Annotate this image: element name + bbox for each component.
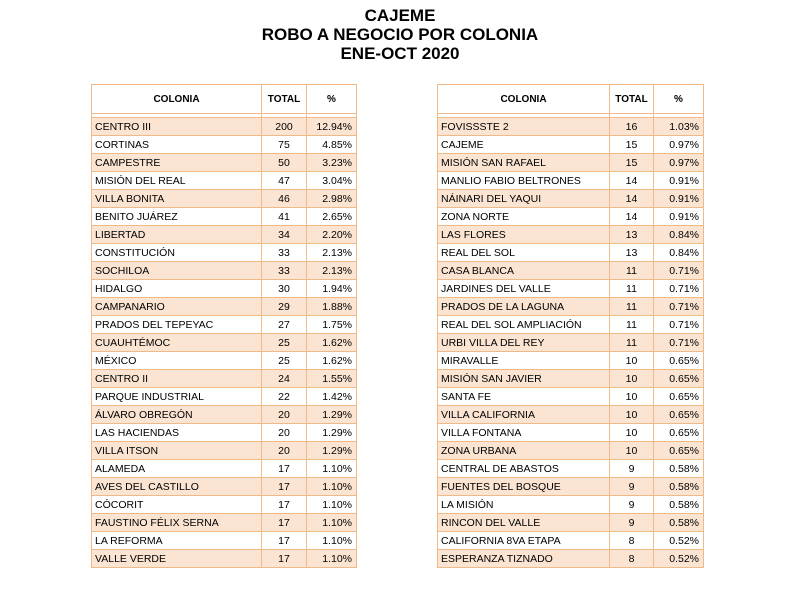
cell-pct: 2.20%	[307, 226, 357, 244]
cell-colonia: RINCON DEL VALLE	[438, 514, 610, 532]
cell-pct: 0.97%	[654, 154, 704, 172]
cell-colonia: ZONA URBANA	[438, 442, 610, 460]
table-row	[92, 550, 357, 568]
cell-pct: 1.55%	[307, 370, 357, 388]
cell-colonia: PRADOS DE LA LAGUNA	[438, 298, 610, 316]
table-row	[438, 406, 704, 424]
cell-pct: 0.84%	[654, 244, 704, 262]
cell-colonia: LA MISIÓN	[438, 496, 610, 514]
cell-pct: 0.91%	[654, 208, 704, 226]
cell-colonia: LAS HACIENDAS	[92, 424, 262, 442]
document-title	[0, 6, 800, 63]
cell-total: 14	[610, 208, 654, 226]
cell-colonia: CORTINAS	[92, 136, 262, 154]
table-row	[92, 478, 357, 496]
cell-total: 8	[610, 550, 654, 568]
table-row	[92, 514, 357, 532]
header-colonia: COLONIA	[438, 85, 610, 114]
cell-pct: 0.58%	[654, 514, 704, 532]
cell-pct: 0.58%	[654, 478, 704, 496]
table-row	[92, 496, 357, 514]
cell-colonia: REAL DEL SOL	[438, 244, 610, 262]
cell-pct: 3.23%	[307, 154, 357, 172]
cell-total: 11	[610, 298, 654, 316]
cell-pct: 0.65%	[654, 406, 704, 424]
cell-total: 25	[262, 352, 307, 370]
table-row	[92, 532, 357, 550]
cell-pct: 0.71%	[654, 334, 704, 352]
table-row	[438, 226, 704, 244]
left-table-body	[92, 114, 357, 568]
cell-total: 10	[610, 442, 654, 460]
cell-colonia: CENTRO II	[92, 370, 262, 388]
cell-total: 24	[262, 370, 307, 388]
cell-pct: 2.13%	[307, 262, 357, 280]
cell-total: 14	[610, 190, 654, 208]
table-row	[438, 262, 704, 280]
cell-colonia: MISIÓN SAN JAVIER	[438, 370, 610, 388]
cell-colonia: CASA BLANCA	[438, 262, 610, 280]
cell-colonia: FAUSTINO FÉLIX SERNA	[92, 514, 262, 532]
cell-colonia: CONSTITUCIÓN	[92, 244, 262, 262]
cell-total: 9	[610, 496, 654, 514]
cell-total: 27	[262, 316, 307, 334]
cell-colonia: HIDALGO	[92, 280, 262, 298]
cell-total: 10	[610, 406, 654, 424]
cell-colonia: NÁINARI DEL YAQUI	[438, 190, 610, 208]
header-colonia: COLONIA	[92, 85, 262, 114]
table-row	[438, 154, 704, 172]
header-pct: %	[654, 85, 704, 114]
table-row	[438, 550, 704, 568]
cell-colonia: VALLE VERDE	[92, 550, 262, 568]
table-row	[438, 532, 704, 550]
table-row	[92, 442, 357, 460]
table-row	[92, 388, 357, 406]
table-row	[438, 118, 704, 136]
cell-pct: 0.58%	[654, 460, 704, 478]
cell-pct: 0.71%	[654, 316, 704, 334]
cell-total: 33	[262, 244, 307, 262]
table-row	[92, 118, 357, 136]
cell-total: 41	[262, 208, 307, 226]
cell-pct: 1.29%	[307, 424, 357, 442]
cell-colonia: REAL DEL SOL AMPLIACIÓN	[438, 316, 610, 334]
cell-pct: 1.42%	[307, 388, 357, 406]
cell-pct: 1.10%	[307, 460, 357, 478]
cell-colonia: MISIÓN DEL REAL	[92, 172, 262, 190]
cell-colonia: SOCHILOA	[92, 262, 262, 280]
cell-pct: 0.71%	[654, 262, 704, 280]
cell-colonia: MÉXICO	[92, 352, 262, 370]
cell-colonia: MISIÓN SAN RAFAEL	[438, 154, 610, 172]
cell-pct: 4.85%	[307, 136, 357, 154]
cell-colonia: ESPERANZA TIZNADO	[438, 550, 610, 568]
cell-colonia: PARQUE INDUSTRIAL	[92, 388, 262, 406]
cell-pct: 1.03%	[654, 118, 704, 136]
cell-pct: 1.62%	[307, 352, 357, 370]
cell-pct: 0.91%	[654, 172, 704, 190]
cell-total: 17	[262, 478, 307, 496]
cell-colonia: CAMPESTRE	[92, 154, 262, 172]
title-line-2: ROBO A NEGOCIO POR COLONIA	[261, 25, 539, 44]
table-row	[92, 406, 357, 424]
cell-colonia: MIRAVALLE	[438, 352, 610, 370]
cell-total: 30	[262, 280, 307, 298]
cell-total: 20	[262, 442, 307, 460]
table-row	[92, 136, 357, 154]
cell-total: 22	[262, 388, 307, 406]
cell-pct: 1.94%	[307, 280, 357, 298]
cell-colonia: CALIFORNIA 8VA ETAPA	[438, 532, 610, 550]
cell-pct: 12.94%	[307, 118, 357, 136]
table-row	[438, 136, 704, 154]
table-row	[92, 460, 357, 478]
table-row	[92, 172, 357, 190]
header-pct: %	[307, 85, 357, 114]
cell-pct: 1.88%	[307, 298, 357, 316]
table-row	[92, 226, 357, 244]
cell-colonia: CENTRO III	[92, 118, 262, 136]
cell-colonia: CÓCORIT	[92, 496, 262, 514]
cell-total: 10	[610, 388, 654, 406]
cell-colonia: ALAMEDA	[92, 460, 262, 478]
cell-total: 11	[610, 334, 654, 352]
cell-pct: 1.10%	[307, 478, 357, 496]
table-row	[438, 190, 704, 208]
table-row	[438, 352, 704, 370]
cell-total: 50	[262, 154, 307, 172]
table-row	[92, 298, 357, 316]
cell-pct: 0.71%	[654, 280, 704, 298]
cell-colonia: VILLA CALIFORNIA	[438, 406, 610, 424]
cell-colonia: VILLA ITSON	[92, 442, 262, 460]
table-row	[438, 514, 704, 532]
cell-colonia: CENTRAL DE ABASTOS	[438, 460, 610, 478]
cell-pct: 0.65%	[654, 352, 704, 370]
cell-colonia: VILLA BONITA	[92, 190, 262, 208]
cell-total: 8	[610, 532, 654, 550]
cell-pct: 1.10%	[307, 550, 357, 568]
cell-colonia: URBI VILLA DEL REY	[438, 334, 610, 352]
right-table	[437, 84, 704, 568]
cell-colonia: LA REFORMA	[92, 532, 262, 550]
cell-colonia: SANTA FE	[438, 388, 610, 406]
table-row	[92, 370, 357, 388]
header-total: TOTAL	[610, 85, 654, 114]
cell-total: 34	[262, 226, 307, 244]
cell-pct: 1.75%	[307, 316, 357, 334]
title-line-1: CAJEME	[364, 6, 436, 25]
table-row	[438, 244, 704, 262]
table-row	[92, 190, 357, 208]
cell-colonia: CUAUHTÉMOC	[92, 334, 262, 352]
cell-total: 15	[610, 136, 654, 154]
table-row	[92, 424, 357, 442]
cell-total: 10	[610, 352, 654, 370]
cell-pct: 0.52%	[654, 550, 704, 568]
cell-total: 46	[262, 190, 307, 208]
cell-total: 17	[262, 532, 307, 550]
cell-total: 17	[262, 460, 307, 478]
table-row	[438, 424, 704, 442]
table-row	[438, 208, 704, 226]
cell-pct: 0.84%	[654, 226, 704, 244]
cell-pct: 2.13%	[307, 244, 357, 262]
title-line-3: ENE-OCT 2020	[340, 44, 460, 63]
cell-total: 11	[610, 280, 654, 298]
cell-pct: 1.62%	[307, 334, 357, 352]
cell-pct: 2.98%	[307, 190, 357, 208]
cell-pct: 2.65%	[307, 208, 357, 226]
table-row	[438, 442, 704, 460]
cell-colonia: AVES DEL CASTILLO	[92, 478, 262, 496]
cell-colonia: FOVISSSTE 2	[438, 118, 610, 136]
table-row	[92, 244, 357, 262]
cell-pct: 1.10%	[307, 514, 357, 532]
table-row	[92, 208, 357, 226]
cell-pct: 0.71%	[654, 298, 704, 316]
table-row	[92, 280, 357, 298]
cell-total: 75	[262, 136, 307, 154]
cell-pct: 1.10%	[307, 532, 357, 550]
table-row	[92, 316, 357, 334]
cell-total: 9	[610, 460, 654, 478]
cell-total: 11	[610, 262, 654, 280]
cell-colonia: JARDINES DEL VALLE	[438, 280, 610, 298]
cell-colonia: CAJEME	[438, 136, 610, 154]
table-row	[92, 154, 357, 172]
right-table-body	[438, 114, 704, 568]
table-row	[438, 370, 704, 388]
cell-colonia: CAMPANARIO	[92, 298, 262, 316]
table-row	[92, 352, 357, 370]
cell-pct: 1.29%	[307, 442, 357, 460]
cell-colonia: VILLA FONTANA	[438, 424, 610, 442]
cell-pct: 0.58%	[654, 496, 704, 514]
cell-pct: 0.65%	[654, 424, 704, 442]
cell-pct: 0.65%	[654, 388, 704, 406]
cell-total: 9	[610, 514, 654, 532]
cell-pct: 1.10%	[307, 496, 357, 514]
table-row	[438, 460, 704, 478]
cell-total: 33	[262, 262, 307, 280]
cell-total: 20	[262, 406, 307, 424]
header-total: TOTAL	[262, 85, 307, 114]
cell-colonia: ÁLVARO OBREGÓN	[92, 406, 262, 424]
table-row	[438, 496, 704, 514]
cell-colonia: MANLIO FABIO BELTRONES	[438, 172, 610, 190]
table-row	[438, 280, 704, 298]
table-row	[438, 334, 704, 352]
cell-total: 10	[610, 370, 654, 388]
cell-colonia: PRADOS DEL TEPEYAC	[92, 316, 262, 334]
cell-total: 9	[610, 478, 654, 496]
cell-pct: 0.52%	[654, 532, 704, 550]
cell-total: 25	[262, 334, 307, 352]
cell-colonia: LAS FLORES	[438, 226, 610, 244]
table-row	[438, 172, 704, 190]
cell-colonia: LIBERTAD	[92, 226, 262, 244]
cell-pct: 0.65%	[654, 370, 704, 388]
cell-total: 15	[610, 154, 654, 172]
cell-pct: 0.65%	[654, 442, 704, 460]
cell-total: 200	[262, 118, 307, 136]
table-row	[438, 388, 704, 406]
cell-colonia: FUENTES DEL BOSQUE	[438, 478, 610, 496]
left-table	[91, 84, 357, 568]
table-row	[92, 334, 357, 352]
cell-pct: 1.29%	[307, 406, 357, 424]
table-row	[438, 298, 704, 316]
cell-pct: 3.04%	[307, 172, 357, 190]
cell-pct: 0.91%	[654, 190, 704, 208]
cell-total: 11	[610, 316, 654, 334]
cell-total: 29	[262, 298, 307, 316]
cell-total: 17	[262, 514, 307, 532]
cell-total: 20	[262, 424, 307, 442]
cell-total: 47	[262, 172, 307, 190]
cell-total: 17	[262, 496, 307, 514]
cell-total: 17	[262, 550, 307, 568]
cell-pct: 0.97%	[654, 136, 704, 154]
cell-total: 14	[610, 172, 654, 190]
cell-total: 13	[610, 226, 654, 244]
table-row	[92, 262, 357, 280]
table-row	[438, 316, 704, 334]
cell-total: 10	[610, 424, 654, 442]
cell-total: 16	[610, 118, 654, 136]
table-row	[438, 478, 704, 496]
cell-colonia: ZONA NORTE	[438, 208, 610, 226]
cell-total: 13	[610, 244, 654, 262]
cell-colonia: BENITO JUÁREZ	[92, 208, 262, 226]
